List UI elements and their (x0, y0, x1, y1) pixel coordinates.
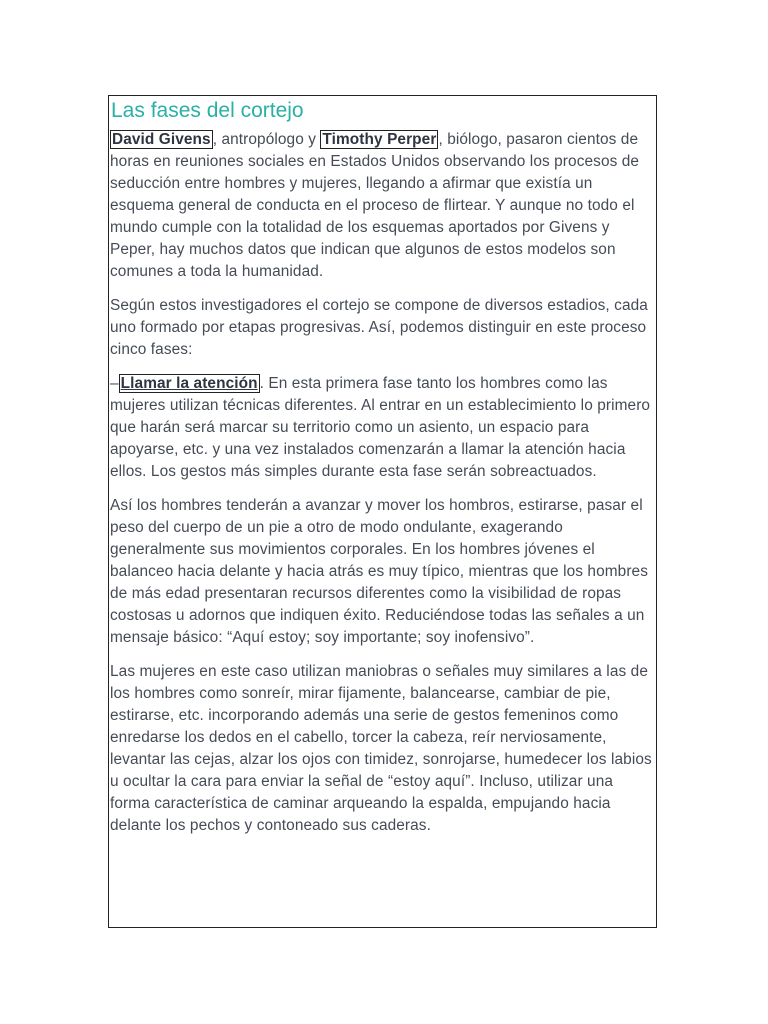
paragraph-men: Así los hombres tenderán a avanzar y mover los hombros, estirarse, pasar el peso del cuerpo de un pie a otro de modo ondulante, exagerando generalmente sus movimientos corporales. En los hombres jóvenes el balanceo hacia delante y hacia atrás es muy típico, mientras que los hombres de más edad presentaran recursos diferentes como la visibilidad de ropas costosas u adornos que indiquen éxito. Reduciéndose todas las señales a un mensaje básico: “Aquí estoy; soy importante; soy inofensivo”. (110, 497, 649, 646)
paragraph-text: , antropólogo y (212, 131, 321, 148)
paragraph-stages: Según estos investigadores el cortejo se compone de diversos estadios, cada uno formado por etapas progresivas. Así, podemos distinguir en este proceso cinco fases: (110, 297, 648, 358)
link-timothy-perper[interactable]: Timothy Perper (322, 131, 437, 148)
document-page (108, 95, 657, 928)
dash: – (110, 375, 119, 392)
link-llamar-la-atencion[interactable]: Llamar la atención (120, 375, 258, 392)
paragraph-women: Las mujeres en este caso utilizan maniobras o señales muy similares a las de los hombres como sonreír, mirar fijamente, balancearse, cambiar de pie, estirarse, etc. incorporando además una serie de gestos femeninos como enredarse los dedos en el cabello, torcer la cabeza, reír nerviosamente, levantar las cejas, alzar los ojos con timidez, sonrojarse, humedecer los labios u ocultar la cara para enviar la señal de “estoy aquí”. Incluso, utilizar una forma característica de caminar arqueando la espalda, empujando hacia delante los pechos y contoneado sus caderas. (110, 663, 652, 834)
paragraph-text: . En esta primera fase tanto los hombres como las mujeres utilizan técnicas diferentes. Al entrar en un establecimiento lo primero que harán será marcar su territorio como un asiento, un espacio para apoyarse, etc. y una vez instalados comenzarán a llamar la atención hacia ellos. Los gestos más simples durante esta fase serán sobreactuados. (110, 375, 651, 480)
link-david-givens[interactable]: David Givens (112, 131, 211, 148)
paragraph-text: , biólogo, pasaron cientos de horas en reuniones sociales en Estados Unidos observando los procesos de seducción entre hombres y mujeres, llegando a afirmar que existía un esquema general de conducta en el proceso de flirtear. Y aunque no todo el mundo cumple con la totalidad de los esquemas aportados por Givens y Peper, hay muchos datos que indican que algunos de estos modelos son comunes a toda la humanidad. (110, 131, 640, 280)
paragraph-intro (110, 129, 656, 283)
paragraph-phase-one (110, 373, 656, 483)
page-title: Las fases del cortejo (111, 99, 304, 122)
